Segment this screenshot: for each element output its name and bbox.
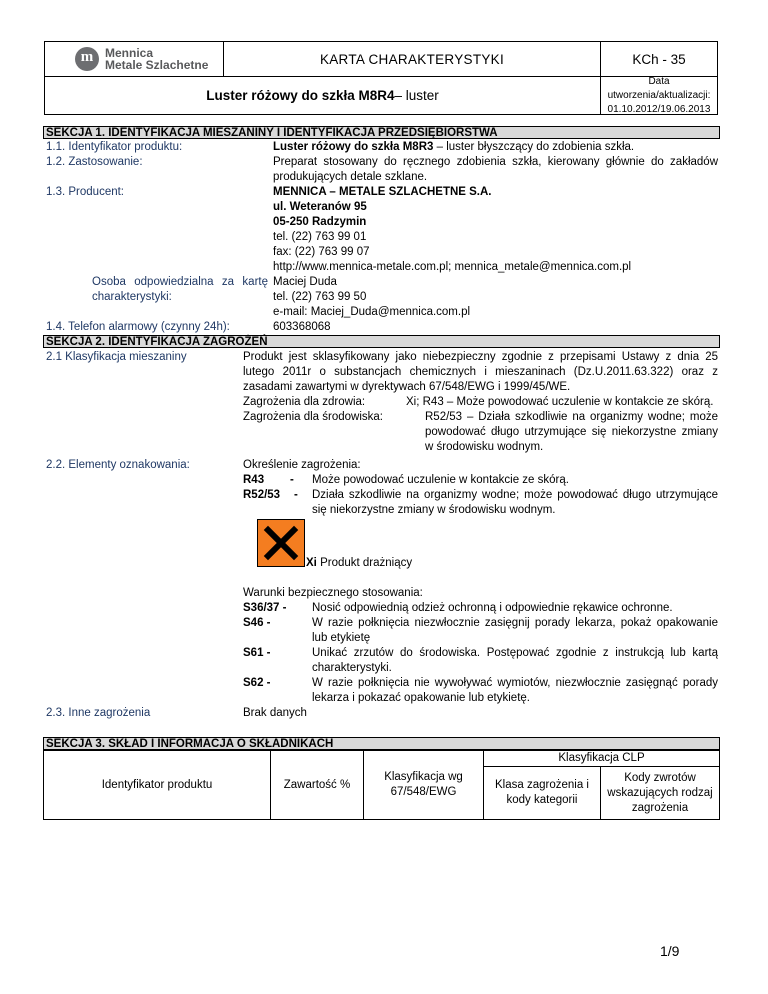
col-hazard-codes-line-2: wskazujących rodzaj	[607, 786, 713, 799]
identifier-value	[273, 140, 634, 155]
r5253-code: R52/53	[243, 489, 281, 501]
col-hazard-codes	[600, 766, 720, 820]
col-classification	[363, 750, 484, 820]
health-label: Zagrożenia dla zdrowia:	[243, 396, 366, 408]
composition-table	[43, 750, 720, 820]
contact-label-line-1: Osoba odpowiedzialna za kartę	[92, 276, 268, 288]
section-1-title: SEKCJA 1. IDENTYFIKACJA MIESZANINY I IDENTYFIKACJA PRZEDSIĘBIORSTWA	[43, 126, 720, 139]
health-value: Xi; R43 – Może powodować uczulenie w kontakcie ze skórą.	[406, 396, 714, 408]
s62-code: S62 -	[243, 677, 271, 689]
document-header	[44, 41, 718, 115]
date-label: Data utworzenia/aktualizacji:	[607, 75, 711, 101]
pictogram-text: Produkt drażniący	[316, 557, 413, 569]
s46-code: S46 -	[243, 617, 271, 629]
env-line-2: powodować długo utrzymujące się niekorzystne zmiany	[425, 426, 718, 438]
s3637-text: Nosić odpowiednią odzież ochronną i odpowiednie rękawice ochronne.	[312, 602, 673, 614]
env-line-3: w środowisku wodnym.	[425, 441, 544, 453]
identifier-label: 1.1. Identyfikator produktu:	[46, 141, 183, 153]
document-code: KCh - 35	[600, 41, 718, 77]
usage-line-1: Preparat stosowany do ręcznego zdobienia szkła, kierowany głównie do zakładów	[273, 156, 718, 168]
classification-line-3: zasadami zawartymi w dyrektywach 67/548/EWG i 1999/45/WE.	[243, 381, 571, 393]
emergency-value: 603368068	[273, 321, 331, 333]
hazard-intro: Określenie zagrożenia:	[243, 459, 361, 471]
col-hazard-codes-line-1: Kody zwrotów	[624, 771, 696, 784]
col-hazard-class	[483, 766, 601, 820]
s46-line-2: lub etykietę	[312, 632, 371, 644]
pictogram-code: Xi	[306, 557, 317, 569]
document-title: KARTA CHARAKTERYSTYKI	[223, 41, 601, 77]
section-3-title: SEKCJA 3. SKŁAD I INFORMACJA O SKŁADNIKACH	[43, 737, 720, 750]
s61-line-1: Unikać zrzutów do środowiska. Postępować zgodnie z instrukcją lub kartą	[312, 647, 718, 659]
env-label: Zagrożenia dla środowiska:	[243, 411, 383, 423]
s61-line-2: charakterystyki.	[312, 662, 392, 674]
date-value: 01.10.2012/19.06.2013	[607, 103, 711, 115]
safety-intro: Warunki bezpiecznego stosowania:	[243, 587, 423, 599]
product-name	[44, 76, 601, 115]
other-hazards-label: 2.3. Inne zagrożenia	[46, 707, 151, 719]
identifier-rest: – luster błyszczący do zdobienia szkła.	[433, 141, 635, 153]
usage-line-2: produkujących detale szklane.	[273, 171, 428, 183]
col-hazard-class-line-2: kody kategorii	[506, 794, 578, 806]
producer-label: 1.3. Producent:	[46, 186, 124, 198]
company-logo	[75, 47, 208, 71]
contact-tel: tel. (22) 763 99 50	[273, 291, 367, 303]
irritant-pictogram-icon	[257, 519, 305, 567]
producer-name: MENNICA – METALE SZLACHETNE S.A.	[273, 186, 492, 198]
r43-code: R43	[243, 474, 265, 486]
env-line-1: R52/53 – Działa szkodliwie na organizmy wodne; może	[425, 411, 718, 423]
product-name-rest: – luster	[394, 88, 439, 103]
contact-email: e-mail: Maciej_Duda@mennica.com.pl	[273, 306, 471, 318]
producer-tel: tel. (22) 763 99 01	[273, 231, 367, 243]
identifier-bold: Luster różowy do szkła M8R3	[273, 141, 434, 153]
s62-line-2: lekarza i pokazać opakowanie lub etykietę.	[312, 692, 530, 704]
col-hazard-class-line-1: Klasa zagrożenia i	[495, 779, 589, 791]
section-2-title: SEKCJA 2. IDENTYFIKACJA ZAGROŻEŃ	[43, 335, 720, 348]
producer-street: ul. Weteranów 95	[273, 201, 367, 213]
contact-name: Maciej Duda	[273, 276, 337, 288]
logo-line-1: Mennica	[105, 46, 154, 60]
label-elements-label: 2.2. Elementy oznakowania:	[46, 459, 190, 471]
col-clp: Klasyfikacja CLP	[483, 750, 720, 767]
col-hazard-codes-line-3: zagrożenia	[631, 801, 689, 814]
col-classification-line-1: Klasyfikacja wg	[384, 771, 463, 783]
emergency-label: 1.4. Telefon alarmowy (czynny 24h):	[46, 321, 230, 333]
r5253-line-1: Działa szkodliwie na organizmy wodne; może powodować długo utrzymujące	[312, 489, 718, 501]
logo-cell	[44, 41, 224, 77]
product-name-bold: Luster różowy do szkła M8R4	[206, 88, 395, 103]
page-number: 1/9	[660, 943, 680, 959]
date-cell	[600, 76, 718, 115]
contact-label-line-2: charakterystyki:	[92, 291, 172, 303]
r43-dash: -	[290, 474, 294, 486]
col-classification-line-2: 67/548/EWG	[390, 786, 457, 798]
r43-text: Może powodować uczulenie w kontakcie ze skórą.	[312, 474, 569, 486]
col-identifier: Identyfikator produktu	[43, 750, 271, 820]
producer-city: 05-250 Radzymin	[273, 216, 367, 228]
logo-line-2: Metale Szlachetne	[105, 58, 209, 72]
classification-label: 2.1 Klasyfikacja mieszaniny	[46, 351, 187, 363]
producer-fax: fax: (22) 763 99 07	[273, 246, 370, 258]
usage-label: 1.2. Zastosowanie:	[46, 156, 143, 168]
classification-line-1: Produkt jest sklasyfikowany jako niebezpieczny zgodnie z przepisami Ustawy z dnia 25	[243, 351, 718, 363]
r5253-dash: -	[294, 489, 298, 501]
s46-line-1: W razie połknięcia niezwłocznie zasięgnij porady lekarza, pokaż opakowanie	[312, 617, 718, 629]
other-hazards-value: Brak danych	[243, 707, 307, 719]
classification-line-2: lutego 2011r o substancjach chemicznych i mieszaninach (Dz.U.2011.63.322) oraz z	[243, 366, 718, 378]
col-content: Zawartość %	[270, 750, 364, 820]
logo-mark-icon: m	[75, 47, 99, 71]
s3637-code: S36/37 -	[243, 602, 287, 614]
s62-line-1: W razie połknięcia nie wywoływać wymiotów, niezwłocznie zasięgnąć porady	[312, 677, 718, 689]
pictogram-caption	[306, 556, 412, 571]
s61-code: S61 -	[243, 647, 271, 659]
producer-web: http://www.mennica-metale.com.pl; mennica_metale@mennica.com.pl	[273, 261, 632, 273]
r5253-line-2: się niekorzystne zmiany w środowisku wodnym.	[312, 504, 556, 516]
